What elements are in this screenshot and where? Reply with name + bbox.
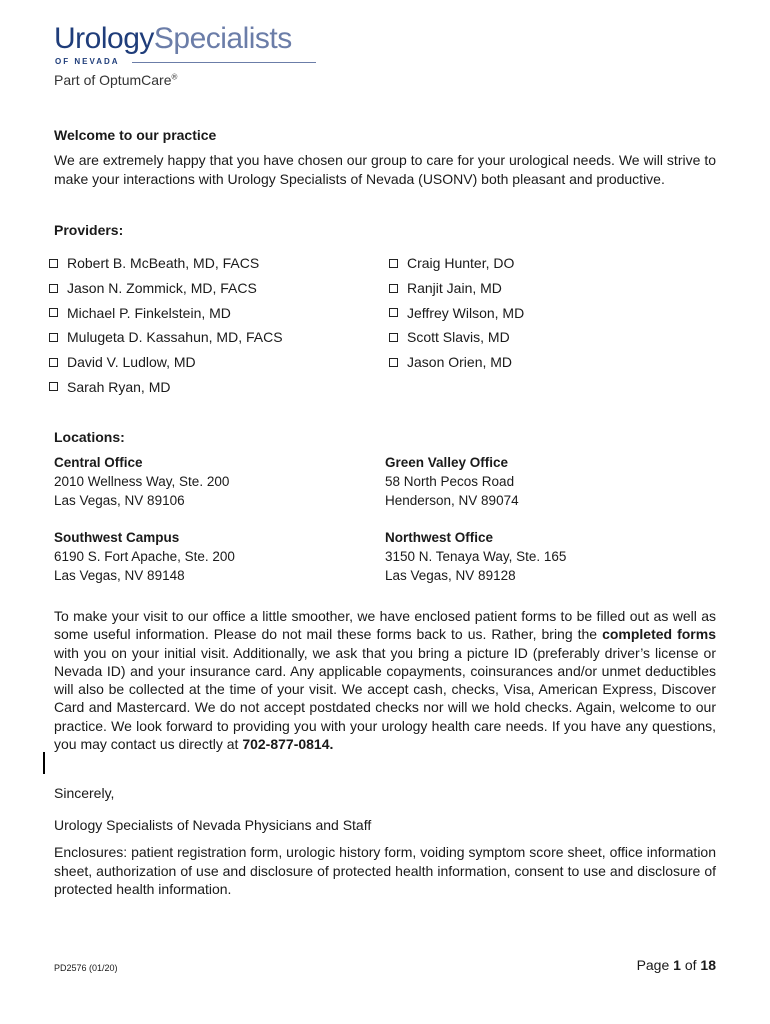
provider-item[interactable]: Craig Hunter, DO [389,251,524,276]
location-city: Las Vegas, NV 89148 [54,568,185,583]
checkbox[interactable] [49,308,58,317]
checkbox[interactable] [49,333,58,342]
completed-forms-text: completed forms [602,626,716,643]
logo [54,22,304,88]
checkbox[interactable] [389,358,398,367]
providers-right-column [389,251,524,374]
location-city: Las Vegas, NV 89106 [54,493,185,508]
checkbox[interactable] [49,358,58,367]
location-title: Southwest Campus [54,530,180,545]
intro-paragraph: We are extremely happy that you have chosen our group to care for your urological needs. We will strive to make your interactions with Urology Specialists of Nevada (USONV) both pleasant and productive. [54,152,716,187]
provider-item[interactable]: Robert B. McBeath, MD, FACS [49,251,283,276]
provider-item[interactable]: Jason N. Zommick, MD, FACS [49,276,283,301]
page-number: Page 1 of 18 [636,957,716,973]
location-title: Northwest Office [385,530,494,545]
text-cursor [43,752,45,774]
location-address: 58 North Pecos Road [385,474,515,489]
logo-rule [132,62,316,63]
location-title: Green Valley Office [385,455,509,470]
checkbox[interactable] [389,308,398,317]
provider-item[interactable]: Jason Orien, MD [389,350,524,375]
logo-part-of: Part of OptumCare® [54,72,178,88]
body-paragraph: To make your visit to our office a little smoother, we have enclosed patient forms to be filled out as well as some useful information. Please do not mail these forms back to us. Rather, bring the completed forms with you on your initial visit. Additionally, we ask that you bring a picture ID (preferably driver’s license or Nevada ID) and your insurance card. Any applicable copayments, coinsurances and/or unmet deductibles will also be collected at the time of your visit. We accept cash, checks, Visa, American Express, Discover Card and Mastercard. We do not accept postdated checks nor will we hold checks. Again, welcome to our practice. We look forward to providing you with your urology health care needs. If you have any questions, you may contact us directly at 702-877-0814. [54,608,716,753]
welcome-title: Welcome to our practice [54,127,217,143]
closing: Sincerely, [54,785,115,801]
provider-item[interactable]: Sarah Ryan, MD [49,374,283,399]
checkbox[interactable] [389,284,398,293]
location-address: 3150 N. Tenaya Way, Ste. 165 [385,549,567,564]
checkbox[interactable] [49,382,58,391]
providers-heading: Providers: [54,222,124,238]
checkbox[interactable] [49,259,58,268]
location-central [54,453,229,510]
location-address: 6190 S. Fort Apache, Ste. 200 [54,549,235,564]
location-southwest [54,528,235,585]
location-green-valley [385,453,519,510]
location-title: Central Office [54,455,143,470]
location-northwest [385,528,566,585]
location-city: Henderson, NV 89074 [385,493,519,508]
phone-number: 702-877-0814. [242,736,334,753]
provider-item[interactable]: Ranjit Jain, MD [389,276,524,301]
enclosures: Enclosures: patient registration form, urologic history form, voiding symptom score sheet, office information sheet, authorization of use and disclosure of protected health information, consent to use and disclosure of protected health information. [54,844,716,897]
providers-left-column [49,251,283,399]
provider-item[interactable]: Jeffrey Wilson, MD [389,300,524,325]
provider-item[interactable]: Michael P. Finkelstein, MD [49,300,283,325]
location-address: 2010 Wellness Way, Ste. 200 [54,474,230,489]
checkbox[interactable] [389,333,398,342]
provider-item[interactable]: Mulugeta D. Kassahun, MD, FACS [49,325,283,350]
logo-wordmark: UrologySpecialists [54,22,292,55]
provider-item[interactable]: David V. Ludlow, MD [49,350,283,375]
form-code: PD2576 (01/20) [54,963,118,973]
checkbox[interactable] [389,259,398,268]
locations-heading: Locations: [54,429,125,445]
provider-item[interactable]: Scott Slavis, MD [389,325,524,350]
logo-subtitle: OF NEVADA [55,57,120,66]
checkbox[interactable] [49,284,58,293]
location-city: Las Vegas, NV 89128 [385,568,516,583]
signature: Urology Specialists of Nevada Physicians and Staff [54,817,372,833]
